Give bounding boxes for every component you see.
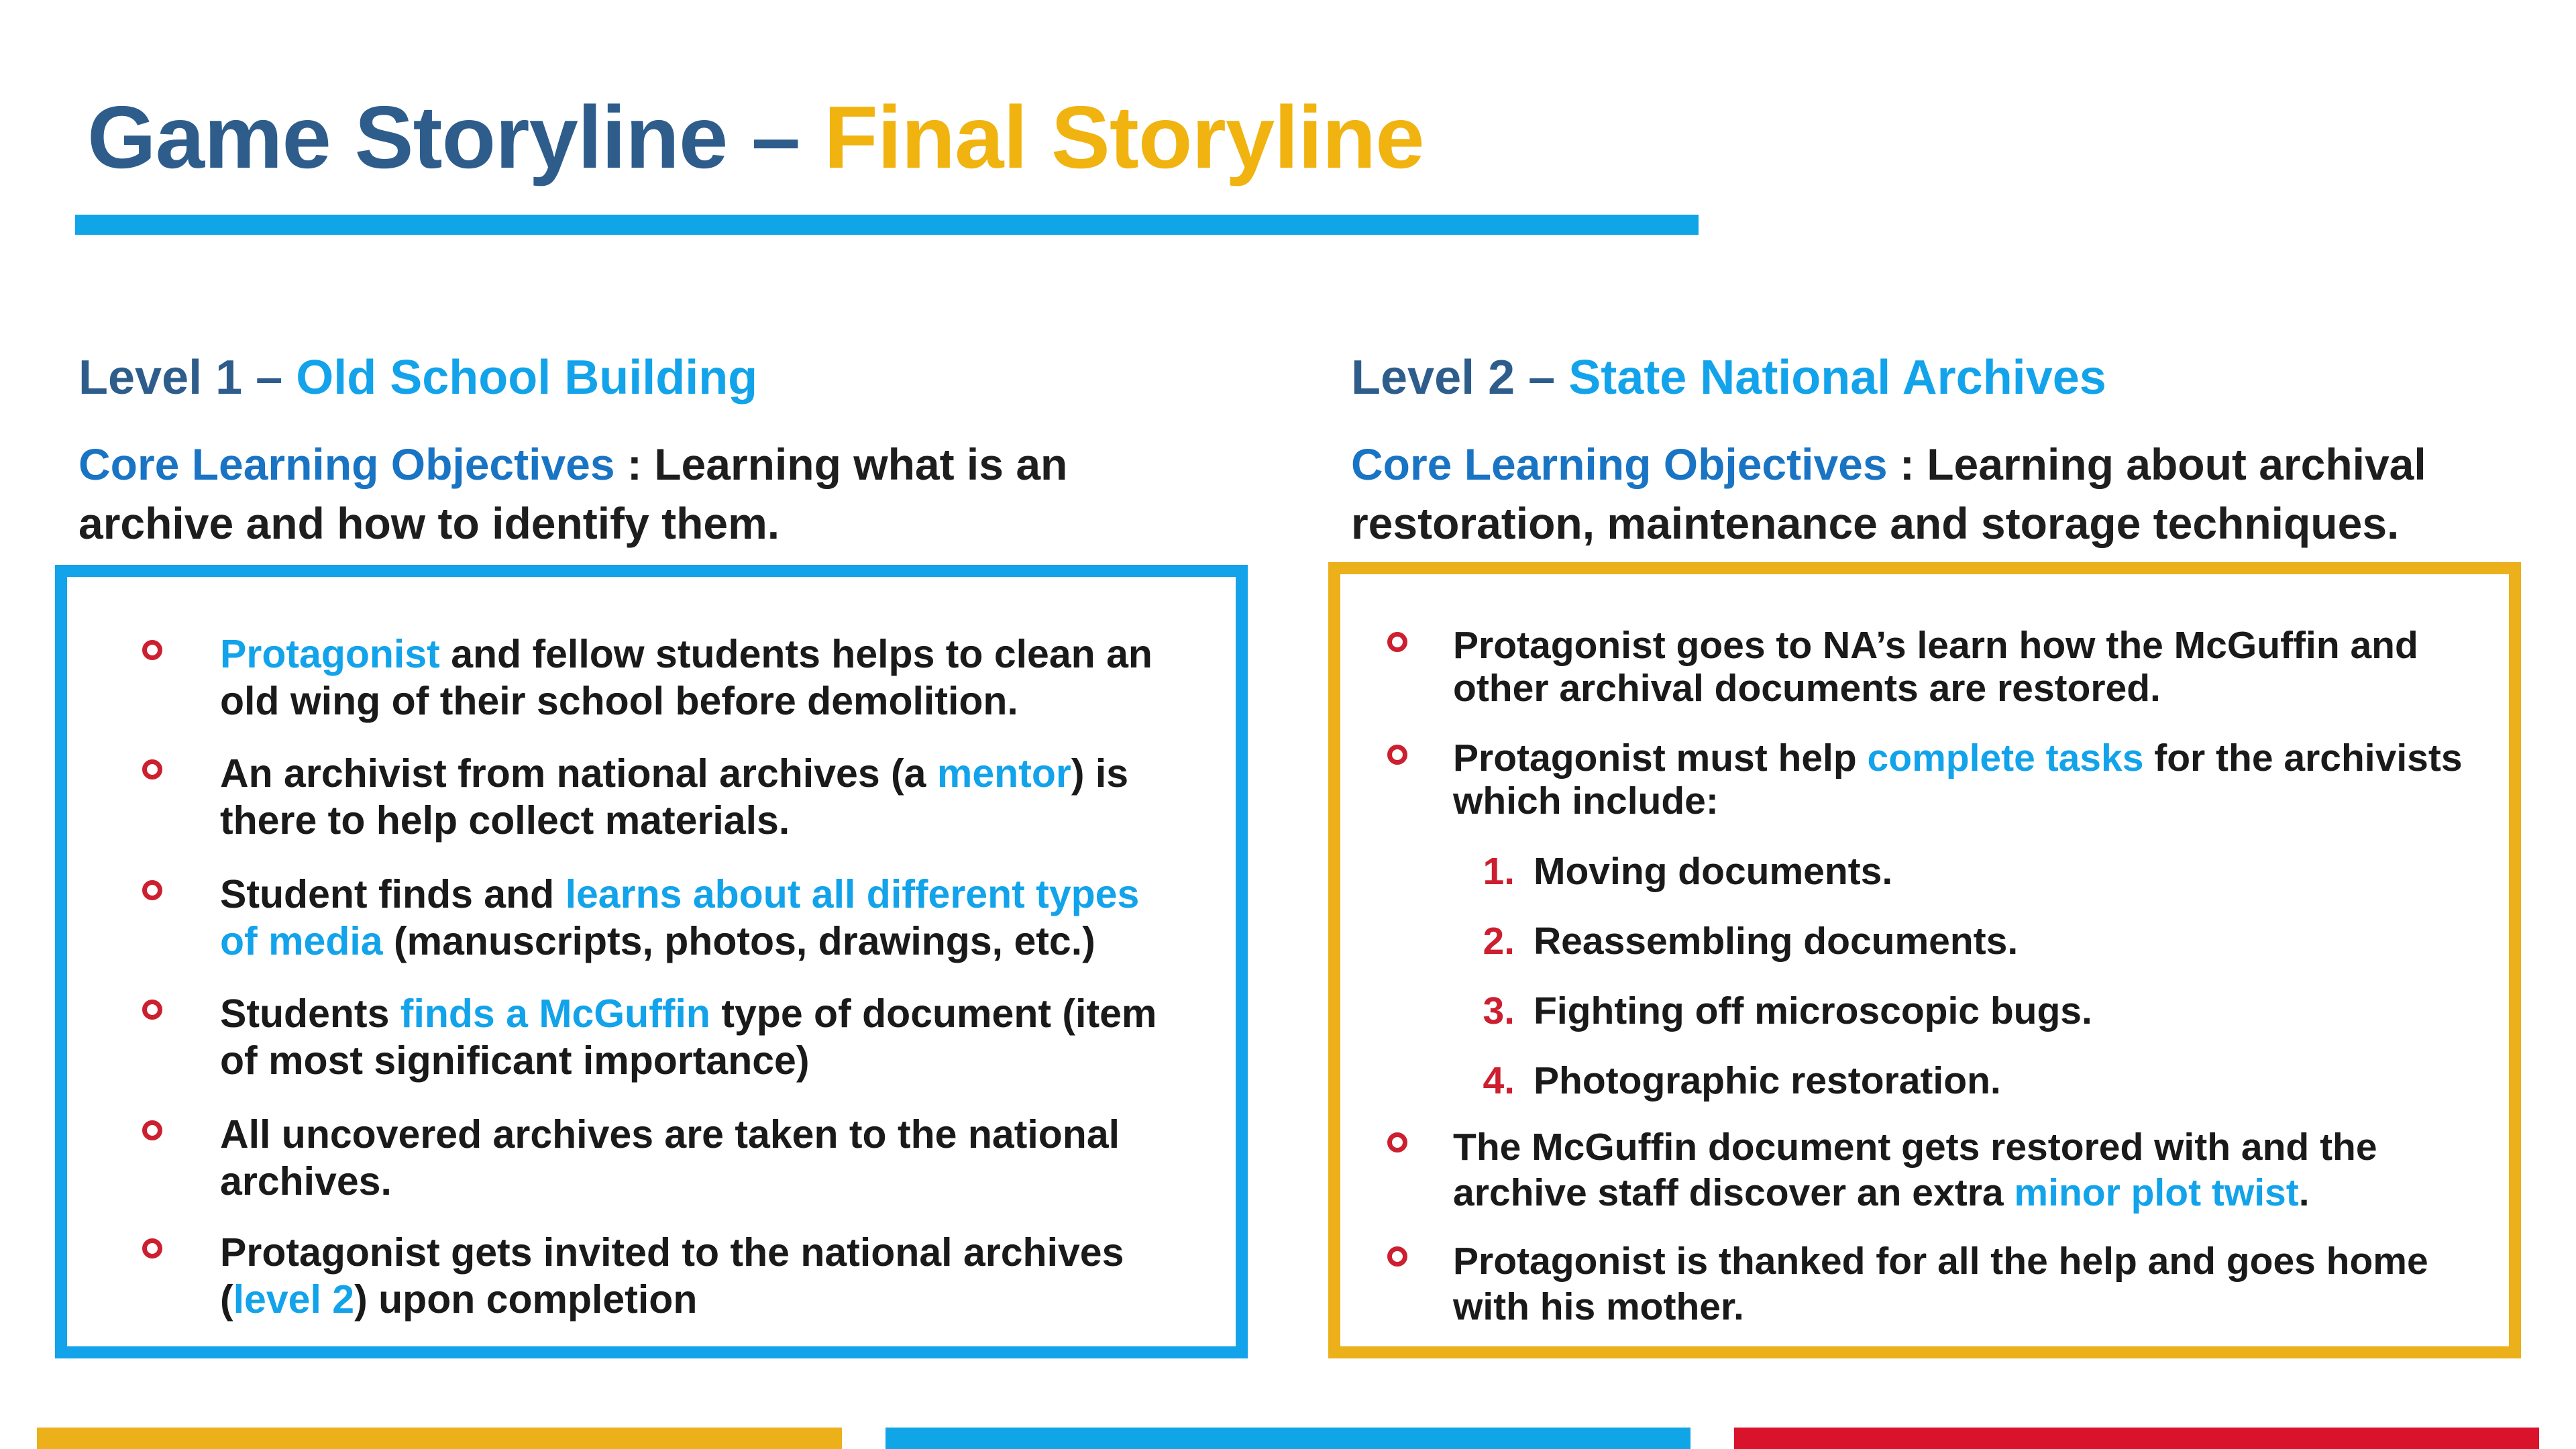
bullet-text: Students finds a McGuffin type of document (item of most significant importance) — [220, 991, 1157, 1083]
bullet-circle-icon — [142, 759, 162, 780]
level2-heading — [1351, 347, 2106, 408]
level1-bullet — [142, 750, 1182, 844]
footer-bar-blue — [885, 1428, 1690, 1449]
bullet-text: Protagonist is thanked for all the help and goes home with his mother. — [1453, 1240, 2428, 1328]
bullet-text: An archivist from national archives (a mentor) is there to help collect materials. — [220, 751, 1129, 843]
level1-heading-prefix: Level 1 – — [78, 351, 297, 405]
title-main: Game Storyline – — [87, 88, 824, 186]
task-item: 2. Reassembling documents. — [1483, 920, 2019, 963]
level1-objective-text: : Learning what is an archive and how to identify them. — [78, 439, 1068, 548]
footer-bar-gold — [37, 1428, 842, 1449]
bullet-circle-icon — [142, 1238, 162, 1258]
bullet-circle-icon — [1387, 1246, 1407, 1267]
bullet-text: Student finds and learns about all different types of media (manuscripts, photos, drawings, etc.) — [220, 872, 1140, 963]
level1-objective — [78, 435, 1219, 553]
level2-objective-label: Core Learning Objectives — [1351, 439, 1888, 489]
bullet-circle-icon — [142, 1000, 162, 1020]
bullet-text: All uncovered archives are taken to the national archives. — [220, 1112, 1120, 1203]
bullet-circle-icon — [1387, 1132, 1407, 1152]
level2-heading-prefix: Level 2 – — [1351, 351, 1569, 405]
level1-objective-label: Core Learning Objectives — [78, 439, 615, 489]
level2-bullet — [1387, 624, 2467, 710]
footer-bar-red — [1734, 1428, 2539, 1449]
task-item: 4. Photographic restoration. — [1483, 1059, 2001, 1102]
level1-heading — [78, 347, 757, 408]
level1-bullet — [142, 871, 1182, 965]
level2-bullet — [1387, 737, 2467, 822]
bullet-circle-icon — [142, 640, 162, 660]
level1-bullet — [142, 990, 1182, 1084]
level2-bullet — [1387, 1124, 2467, 1216]
level2-objective — [1351, 435, 2505, 553]
bullet-circle-icon — [1387, 632, 1407, 652]
page-title — [87, 87, 1424, 188]
bullet-text: Protagonist must help complete tasks for the archivists which include: — [1453, 737, 2463, 822]
level1-bullet — [142, 1111, 1182, 1205]
level2-bullet — [1387, 1238, 2467, 1330]
task-item: 3. Fighting off microscopic bugs. — [1483, 989, 2092, 1032]
level2-objective-text: : Learning about archival restoration, maintenance and storage techniques. — [1351, 439, 2426, 548]
level1-bullet — [142, 631, 1182, 724]
level1-heading-name: Old School Building — [296, 351, 758, 405]
title-accent: Final Storyline — [824, 88, 1424, 186]
bullet-circle-icon — [142, 1120, 162, 1140]
bullet-text: The McGuffin document gets restored with and the archive staff discover an extra minor plot twist. — [1453, 1126, 2377, 1214]
level2-heading-name: State National Archives — [1568, 351, 2106, 405]
task-item: 1. Moving documents. — [1483, 850, 1893, 893]
level1-bullet — [142, 1229, 1182, 1323]
bullet-text: Protagonist goes to NA’s learn how the McGuffin and other archival documents are restored. — [1453, 624, 2418, 710]
bullet-circle-icon — [142, 880, 162, 900]
bullet-circle-icon — [1387, 745, 1407, 765]
bullet-text: Protagonist and fellow students helps to clean an old wing of their school before demolition. — [220, 632, 1152, 723]
title-underline — [75, 215, 1699, 235]
bullet-text: Protagonist gets invited to the national archives (level 2) upon completion — [220, 1230, 1124, 1322]
